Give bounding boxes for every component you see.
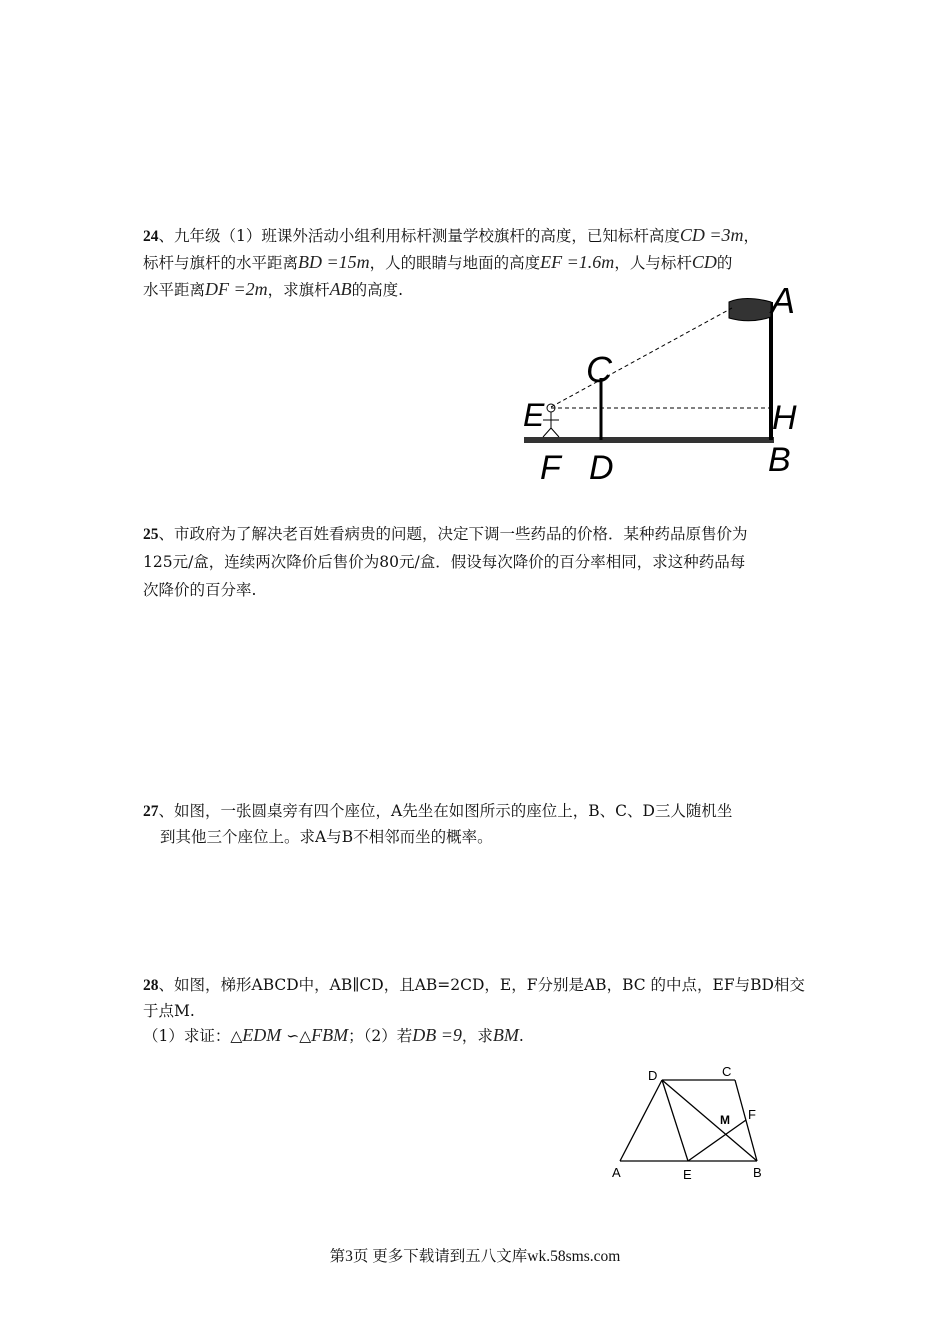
label-f: F <box>748 1107 756 1122</box>
q24-text-2a: 标杆与旗杆的水平距离 <box>143 254 299 272</box>
q28-text-3e: . <box>518 1027 524 1045</box>
segment-de <box>662 1080 688 1161</box>
q28-text-2: 于点M. <box>143 1002 195 1020</box>
q24-figure <box>510 280 820 490</box>
label-b: B <box>768 441 791 479</box>
q24-math-bd: BD =15m <box>298 252 370 272</box>
q28-text-3c: ；（2）若 <box>348 1027 413 1045</box>
label-h: H <box>772 399 797 437</box>
q27-text-1: 、如图，一张圆桌旁有四个座位，A先坐在如图所示的座位上，B、C、D三人随机坐 <box>158 802 733 820</box>
q24-line-1 <box>143 222 759 250</box>
q28-line-3 <box>143 1022 524 1049</box>
sight-line <box>551 308 732 407</box>
q28-text-3b: ∽△ <box>281 1027 312 1045</box>
q24-math-ab: AB <box>329 279 352 299</box>
edge-ad <box>620 1080 662 1161</box>
q28-text-1: 、如图，梯形ABCD中，AB∥CD，且AB=2CD，E，F分别是AB，BC 的中点，EF与BD相交 <box>158 976 805 994</box>
q24-line-3 <box>143 276 403 303</box>
label-e: E <box>523 397 545 433</box>
q24-math-df: DF =2m <box>205 279 268 299</box>
q28-text-3a: （1）求证：△ <box>143 1027 243 1045</box>
label-e: E <box>683 1167 692 1182</box>
label-f: F <box>540 449 561 487</box>
q24-text-2b: ，人的眼睛与地面的高度 <box>369 254 541 272</box>
q28-math-bm: BM <box>492 1025 519 1045</box>
q28-figure <box>600 1060 790 1190</box>
q24-math-cd: CD =3m <box>679 225 744 245</box>
q28-line-1 <box>143 972 805 999</box>
q25-text-2: 125元/盒，连续两次降价后售价为80元/盒．假设每次降价的百分率相同，求这种药品每 <box>143 553 746 571</box>
q24-text-2c: ，人与标杆 <box>614 254 692 272</box>
label-d: D <box>648 1068 658 1083</box>
q25-text-1: 、市政府为了解决老百姓看病贵的问题，决定下调一些药品的价格．某种药品原售价为 <box>158 525 748 543</box>
q25-number: 25 <box>143 526 159 543</box>
q24-math-cd2: CD <box>691 252 717 272</box>
q28-math-db: DB =9 <box>412 1025 462 1045</box>
label-b: B <box>753 1165 762 1180</box>
q24-text-2d: 的 <box>716 254 733 272</box>
q27-text-2: 到其他三个座位上。求A与B不相邻而坐的概率。 <box>160 828 493 846</box>
label-a: A <box>771 280 796 321</box>
page-footer: 第3页 更多下载请到五八文库wk.58sms.com <box>329 1248 621 1265</box>
label-a: A <box>612 1165 621 1180</box>
q27-line-1 <box>143 798 732 825</box>
q27-number: 27 <box>143 803 159 820</box>
q28-line-2 <box>143 998 195 1024</box>
flag-icon <box>729 299 771 321</box>
q28-number: 28 <box>143 977 159 994</box>
ground-bar <box>524 437 774 443</box>
q24-text-3a: 水平距离 <box>143 281 206 299</box>
q24-text-1: 、九年级（1）班课外活动小组利用标杆测量学校旗杆的高度，已知标杆高度 <box>158 227 680 245</box>
q24-text-3b: ，求旗杆 <box>267 281 330 299</box>
label-d: D <box>589 449 614 487</box>
q27-line-2 <box>160 824 493 850</box>
q24-text-3c: 的高度. <box>351 281 404 299</box>
q25-line-3 <box>143 577 256 603</box>
q25-line-1 <box>143 521 748 548</box>
q28-text-3d: ，求 <box>461 1027 493 1045</box>
q25-line-2 <box>143 549 745 575</box>
q24-line-2 <box>143 249 732 276</box>
q24-math-ef: EF =1.6m <box>540 252 615 272</box>
q25-text-3: 次降价的百分率. <box>143 581 257 599</box>
q24-text-1-end: ， <box>743 227 760 245</box>
segment-db <box>662 1080 757 1161</box>
q28-math-fbm: FBM <box>311 1025 349 1045</box>
label-c: C <box>586 349 612 390</box>
person-icon <box>543 404 559 437</box>
label-c: C <box>722 1064 732 1079</box>
q24-number: 24 <box>143 228 159 245</box>
label-m: M <box>720 1113 730 1127</box>
q28-math-edm: EDM <box>242 1025 282 1045</box>
